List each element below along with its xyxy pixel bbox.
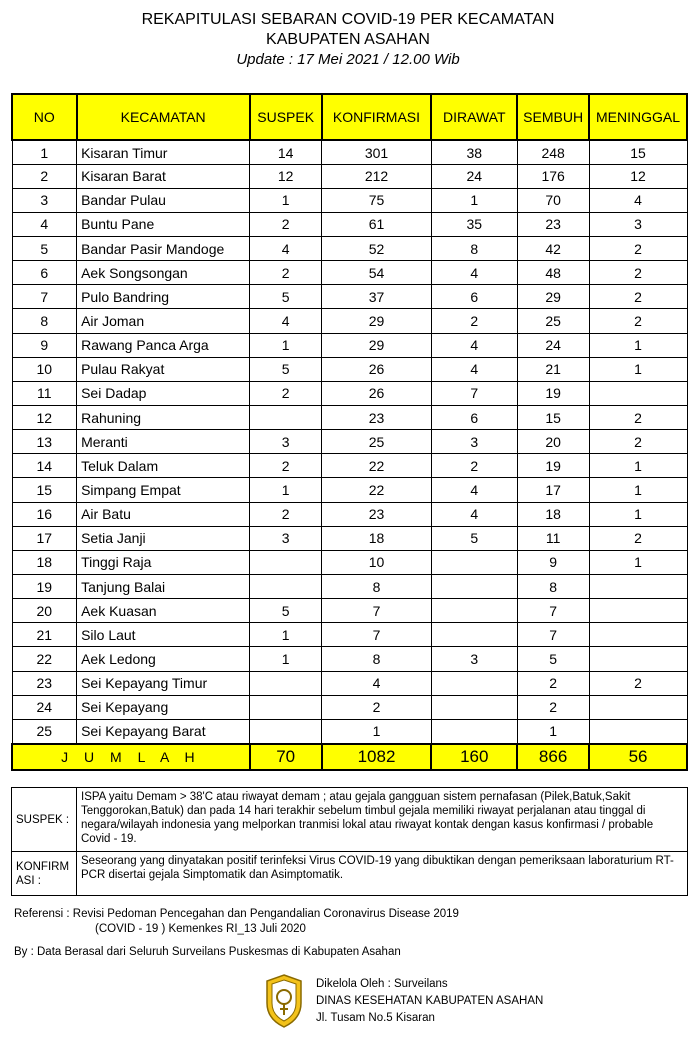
cell-sembuh: 5	[517, 647, 589, 671]
table-row	[12, 237, 687, 261]
cell-kecamatan: Kisaran Timur	[77, 140, 250, 164]
table-row	[12, 695, 687, 719]
cell-konfirmasi: 7	[322, 623, 432, 647]
cell-meninggal	[589, 623, 687, 647]
cell-sembuh: 29	[517, 285, 589, 309]
cell-meninggal	[589, 647, 687, 671]
cell-no: 11	[12, 381, 77, 405]
cell-dirawat	[431, 719, 517, 743]
cell-dirawat: 4	[431, 478, 517, 502]
cell-dirawat: 8	[431, 237, 517, 261]
cell-no: 23	[12, 671, 77, 695]
cell-konfirmasi: 29	[322, 333, 432, 357]
cell-sembuh: 2	[517, 671, 589, 695]
cell-kecamatan: Aek Kuasan	[77, 599, 250, 623]
cell-konfirmasi: 29	[322, 309, 432, 333]
table-row	[12, 526, 687, 550]
cell-no: 8	[12, 309, 77, 333]
cell-sembuh: 42	[517, 237, 589, 261]
cell-suspek: 12	[250, 164, 322, 188]
report-title: REKAPITULASI SEBARAN COVID-19 PER KECAMATAN	[141, 11, 555, 28]
cell-dirawat: 4	[431, 357, 517, 381]
cell-suspek: 5	[250, 357, 322, 381]
cell-meninggal: 2	[589, 526, 687, 550]
table-row	[12, 502, 687, 526]
cell-sembuh: 19	[517, 381, 589, 405]
cell-sembuh: 9	[517, 550, 589, 574]
cell-sembuh: 21	[517, 357, 589, 381]
cell-meninggal: 1	[589, 454, 687, 478]
cell-meninggal: 4	[589, 188, 687, 212]
cell-no: 3	[12, 188, 77, 212]
cell-dirawat	[431, 599, 517, 623]
cell-sembuh: 48	[517, 261, 589, 285]
cell-suspek: 1	[250, 647, 322, 671]
cell-sembuh: 8	[517, 575, 589, 599]
cell-dirawat	[431, 575, 517, 599]
cell-dirawat	[431, 550, 517, 574]
cell-no: 14	[12, 454, 77, 478]
table-row	[12, 550, 687, 574]
cell-suspek: 2	[250, 381, 322, 405]
cell-konfirmasi: 75	[322, 188, 432, 212]
covid-recap-table	[11, 93, 688, 771]
cell-dirawat: 1	[431, 188, 517, 212]
cell-meninggal: 2	[589, 430, 687, 454]
table-row	[12, 357, 687, 381]
cell-meninggal: 12	[589, 164, 687, 188]
total-meninggal: 56	[589, 744, 687, 770]
cell-meninggal: 2	[589, 237, 687, 261]
cell-konfirmasi: 7	[322, 599, 432, 623]
cell-sembuh: 23	[517, 212, 589, 236]
total-suspek: 70	[250, 744, 322, 770]
cell-sembuh: 18	[517, 502, 589, 526]
cell-meninggal: 2	[589, 261, 687, 285]
cell-kecamatan: Tanjung Balai	[77, 575, 250, 599]
cell-kecamatan: Sei Kepayang Barat	[77, 719, 250, 743]
cell-no: 2	[12, 164, 77, 188]
cell-dirawat: 4	[431, 502, 517, 526]
cell-no: 22	[12, 647, 77, 671]
table-header-row	[12, 94, 687, 140]
cell-suspek: 2	[250, 454, 322, 478]
cell-konfirmasi: 18	[322, 526, 432, 550]
cell-kecamatan: Rawang Panca Arga	[77, 333, 250, 357]
cell-dirawat: 5	[431, 526, 517, 550]
cell-no: 13	[12, 430, 77, 454]
total-label: J U M L A H	[12, 744, 250, 770]
table-body	[12, 140, 687, 770]
cell-suspek: 1	[250, 623, 322, 647]
cell-dirawat: 6	[431, 406, 517, 430]
table-row	[12, 381, 687, 405]
cell-no: 21	[12, 623, 77, 647]
cell-dirawat: 4	[431, 333, 517, 357]
cell-konfirmasi: 1	[322, 719, 432, 743]
cell-meninggal: 1	[589, 357, 687, 381]
cell-sembuh: 70	[517, 188, 589, 212]
cell-konfirmasi: 8	[322, 647, 432, 671]
cell-konfirmasi: 301	[322, 140, 432, 164]
cell-sembuh: 7	[517, 599, 589, 623]
cell-suspek: 1	[250, 478, 322, 502]
cell-no: 25	[12, 719, 77, 743]
table-row	[12, 575, 687, 599]
suspek-definition-text: ISPA yaitu Demam > 38'C atau riwayat demam ; atau gejala gangguan sistem pernafasan (Pilek,Batuk,Sakit Tenggorokan,Batuk) dan pada 14 hari terakhir sebelum timbul gejala memiliki riwayat perjalanan atau tinggal di negara/wilayah indonesia yang melporkan tranmisi lokal atau riwayat kontak dengan kasus konfirmasi / probable Covid - 19.	[77, 788, 688, 852]
cell-kecamatan: Teluk Dalam	[77, 454, 250, 478]
cell-suspek	[250, 406, 322, 430]
cell-dirawat: 2	[431, 309, 517, 333]
total-row	[12, 744, 687, 770]
suspek-definition-label: SUSPEK :	[12, 788, 77, 852]
footer-info	[316, 976, 543, 1027]
total-konfirmasi: 1082	[322, 744, 432, 770]
cell-sembuh: 248	[517, 140, 589, 164]
cell-suspek: 2	[250, 212, 322, 236]
cell-suspek	[250, 575, 322, 599]
table-row	[12, 671, 687, 695]
footer-agency: DINAS KESEHATAN KABUPATEN ASAHAN	[316, 995, 544, 1007]
col-header-dirawat: DIRAWAT	[431, 94, 517, 140]
table-row	[12, 285, 687, 309]
cell-meninggal: 2	[589, 309, 687, 333]
cell-no: 10	[12, 357, 77, 381]
col-header-kecamatan: KECAMATAN	[77, 94, 250, 140]
cell-kecamatan: Tinggi Raja	[77, 550, 250, 574]
cell-no: 16	[12, 502, 77, 526]
definitions-table	[11, 787, 688, 896]
cell-meninggal	[589, 695, 687, 719]
report-header	[0, 10, 696, 70]
col-header-suspek: SUSPEK	[250, 94, 322, 140]
cell-dirawat: 3	[431, 647, 517, 671]
table-row	[12, 599, 687, 623]
cell-no: 15	[12, 478, 77, 502]
cell-dirawat	[431, 695, 517, 719]
table-row	[12, 647, 687, 671]
cell-no: 7	[12, 285, 77, 309]
cell-meninggal: 2	[589, 285, 687, 309]
table-row	[12, 333, 687, 357]
cell-dirawat: 7	[431, 381, 517, 405]
cell-dirawat: 2	[431, 454, 517, 478]
cell-suspek: 3	[250, 526, 322, 550]
cell-dirawat	[431, 671, 517, 695]
cell-meninggal: 1	[589, 550, 687, 574]
col-header-sembuh: SEMBUH	[517, 94, 589, 140]
cell-kecamatan: Simpang Empat	[77, 478, 250, 502]
table-row	[12, 212, 687, 236]
table-row	[12, 164, 687, 188]
cell-kecamatan: Meranti	[77, 430, 250, 454]
cell-dirawat: 3	[431, 430, 517, 454]
cell-kecamatan: Bandar Pasir Mandoge	[77, 237, 250, 261]
cell-sembuh: 7	[517, 623, 589, 647]
table-row	[12, 406, 687, 430]
cell-suspek: 5	[250, 599, 322, 623]
cell-sembuh: 15	[517, 406, 589, 430]
cell-konfirmasi: 2	[322, 695, 432, 719]
cell-konfirmasi: 23	[322, 406, 432, 430]
cell-kecamatan: Sei Kepayang Timur	[77, 671, 250, 695]
cell-suspek	[250, 550, 322, 574]
cell-meninggal	[589, 599, 687, 623]
cell-dirawat	[431, 623, 517, 647]
konfirmasi-definition-row	[12, 852, 688, 896]
cell-sembuh: 176	[517, 164, 589, 188]
surveilans-emblem-icon	[264, 973, 304, 1029]
cell-suspek: 14	[250, 140, 322, 164]
cell-dirawat: 4	[431, 261, 517, 285]
cell-no: 12	[12, 406, 77, 430]
cell-meninggal: 2	[589, 406, 687, 430]
cell-konfirmasi: 61	[322, 212, 432, 236]
cell-konfirmasi: 26	[322, 357, 432, 381]
cell-konfirmasi: 22	[322, 478, 432, 502]
table-row	[12, 430, 687, 454]
cell-no: 17	[12, 526, 77, 550]
report-subtitle: KABUPATEN ASAHAN	[266, 31, 430, 48]
cell-no: 4	[12, 212, 77, 236]
cell-meninggal: 1	[589, 478, 687, 502]
col-header-no: NO	[12, 94, 77, 140]
cell-no: 5	[12, 237, 77, 261]
cell-sembuh: 25	[517, 309, 589, 333]
cell-meninggal	[589, 719, 687, 743]
konfirmasi-definition-text: Seseorang yang dinyatakan positif terinfeksi Virus COVID-19 yang dibuktikan dengan pemeriksaan laboraturium RT-PCR disertai gejala Simptomatik dan Asimptomatik.	[77, 852, 688, 896]
footer-managed-by: Dikelola Oleh : Surveilans	[316, 978, 448, 990]
cell-suspek	[250, 695, 322, 719]
cell-suspek: 5	[250, 285, 322, 309]
cell-kecamatan: Pulo Bandring	[77, 285, 250, 309]
cell-dirawat: 6	[431, 285, 517, 309]
cell-kecamatan: Air Batu	[77, 502, 250, 526]
cell-no: 20	[12, 599, 77, 623]
cell-sembuh: 11	[517, 526, 589, 550]
cell-dirawat: 24	[431, 164, 517, 188]
footer-address: Jl. Tusam No.5 Kisaran	[316, 1012, 435, 1024]
cell-suspek: 2	[250, 502, 322, 526]
cell-kecamatan: Sei Dadap	[77, 381, 250, 405]
cell-suspek: 1	[250, 188, 322, 212]
cell-konfirmasi: 23	[322, 502, 432, 526]
total-dirawat: 160	[431, 744, 517, 770]
reference-line-1: Referensi : Revisi Pedoman Pencegahan dan Pengandalian Coronavirus Disease 2019	[14, 908, 459, 920]
cell-konfirmasi: 37	[322, 285, 432, 309]
suspek-definition-row	[12, 788, 688, 852]
cell-kecamatan: Buntu Pane	[77, 212, 250, 236]
total-sembuh: 866	[517, 744, 589, 770]
update-timestamp: Update : 17 Mei 2021 / 12.00 Wib	[236, 51, 460, 68]
cell-meninggal: 1	[589, 502, 687, 526]
cell-konfirmasi: 52	[322, 237, 432, 261]
cell-sembuh: 1	[517, 719, 589, 743]
table-row	[12, 261, 687, 285]
cell-kecamatan: Aek Ledong	[77, 647, 250, 671]
cell-dirawat: 35	[431, 212, 517, 236]
cell-sembuh: 19	[517, 454, 589, 478]
cell-meninggal	[589, 381, 687, 405]
cell-suspek	[250, 671, 322, 695]
table-row	[12, 309, 687, 333]
table-row	[12, 188, 687, 212]
table-row	[12, 454, 687, 478]
cell-meninggal	[589, 575, 687, 599]
cell-kecamatan: Bandar Pulau	[77, 188, 250, 212]
cell-kecamatan: Rahuning	[77, 406, 250, 430]
cell-kecamatan: Silo Laut	[77, 623, 250, 647]
table-row	[12, 140, 687, 164]
cell-sembuh: 20	[517, 430, 589, 454]
cell-suspek: 4	[250, 237, 322, 261]
cell-dirawat: 38	[431, 140, 517, 164]
cell-konfirmasi: 8	[322, 575, 432, 599]
cell-meninggal: 2	[589, 671, 687, 695]
table-row	[12, 478, 687, 502]
cell-konfirmasi: 10	[322, 550, 432, 574]
cell-kecamatan: Pulau Rakyat	[77, 357, 250, 381]
cell-konfirmasi: 22	[322, 454, 432, 478]
cell-kecamatan: Sei Kepayang	[77, 695, 250, 719]
cell-konfirmasi: 4	[322, 671, 432, 695]
cell-konfirmasi: 25	[322, 430, 432, 454]
cell-konfirmasi: 26	[322, 381, 432, 405]
data-source-note: By : Data Berasal dari Seluruh Surveilans Puskesmas di Kabupaten Asahan	[14, 946, 401, 958]
cell-konfirmasi: 212	[322, 164, 432, 188]
cell-suspek: 2	[250, 261, 322, 285]
cell-kecamatan: Setia Janji	[77, 526, 250, 550]
cell-no: 9	[12, 333, 77, 357]
cell-no: 24	[12, 695, 77, 719]
cell-meninggal: 3	[589, 212, 687, 236]
cell-kecamatan: Kisaran Barat	[77, 164, 250, 188]
cell-suspek	[250, 719, 322, 743]
cell-no: 1	[12, 140, 77, 164]
cell-no: 19	[12, 575, 77, 599]
cell-sembuh: 24	[517, 333, 589, 357]
konfirmasi-definition-label: KONFIRM ASI :	[12, 852, 77, 896]
reference-line-2: (COVID - 19 ) Kemenkes RI_13 Juli 2020	[95, 923, 306, 935]
cell-sembuh: 17	[517, 478, 589, 502]
cell-meninggal: 15	[589, 140, 687, 164]
cell-kecamatan: Air Joman	[77, 309, 250, 333]
cell-suspek: 3	[250, 430, 322, 454]
cell-meninggal: 1	[589, 333, 687, 357]
cell-kecamatan: Aek Songsongan	[77, 261, 250, 285]
cell-konfirmasi: 54	[322, 261, 432, 285]
cell-suspek: 4	[250, 309, 322, 333]
cell-sembuh: 2	[517, 695, 589, 719]
col-header-meninggal: MENINGGAL	[589, 94, 687, 140]
col-header-konfirmasi: KONFIRMASI	[322, 94, 432, 140]
cell-no: 6	[12, 261, 77, 285]
cell-suspek: 1	[250, 333, 322, 357]
cell-no: 18	[12, 550, 77, 574]
table-row	[12, 719, 687, 743]
table-row	[12, 623, 687, 647]
